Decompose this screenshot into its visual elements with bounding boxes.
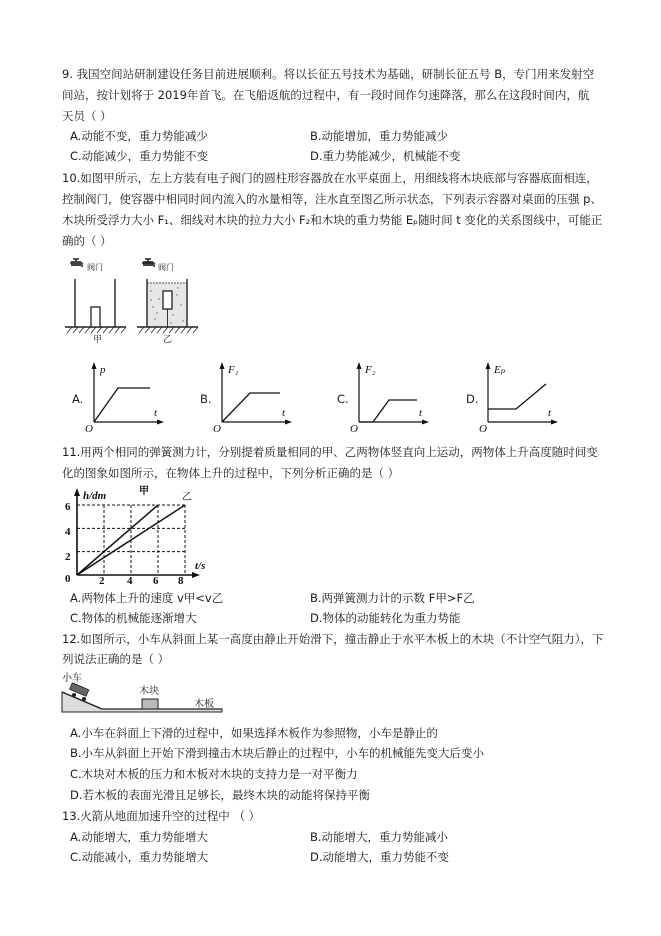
q9-option-a: A.动能不变，重力势能减少 [70, 129, 208, 143]
q11-ylabel: h/dm [83, 490, 107, 502]
q11-option-a: A.两物体上升的速度 v甲<v乙 [70, 591, 224, 605]
q12-car-label: 小车 [62, 673, 82, 684]
q12-option-a: A.小车在斜面上下滑的过程中，如果选择木板作为参照物，小车是静止的 [70, 726, 438, 740]
q13-option-c: C.动能减小，重力势能增大 [70, 850, 209, 864]
q10-d-origin: O [479, 423, 487, 435]
series-line-jia [77, 505, 158, 575]
q9-line2: 间站，按计划将于 2019年首飞。在飞船返航的过程中，有一段时间作匀速降落，那么在这段时间内，航 [62, 88, 590, 102]
q10-d-xlabel: t [548, 407, 552, 419]
q11-xlabel: t/s [195, 560, 206, 572]
q11-ytick-4: 4 [65, 526, 71, 538]
q10-b-ylabel: F₁ [228, 364, 239, 376]
q12-board-label: 木板 [194, 699, 214, 710]
q11-option-b: B.两弹簧测力计的示数 F甲>F乙 [310, 591, 475, 605]
q11-height-time-chart [60, 485, 220, 585]
q12-line1: 12.如图所示，小车从斜面上某一高度由静止开始滑下，撞击静止于水平木板上的木块（不计空气阻力），下 [62, 632, 604, 646]
q13-option-a: A.动能增大，重力势能增大 [70, 830, 208, 844]
q10-graph-a [80, 360, 170, 435]
q11-option-c: C.物体的机械能逐渐增大 [70, 611, 197, 625]
q10-graph-c [345, 360, 435, 435]
wooden-block-icon [142, 699, 158, 709]
q10-graph-d [474, 360, 564, 435]
q12-block-label: 木块 [139, 686, 159, 697]
q11-ytick-2: 2 [65, 551, 71, 563]
q10-graph-b-label: B. [200, 392, 212, 406]
q10-a-ylabel: p [100, 364, 106, 376]
q11-ytick-0: 0 [65, 573, 71, 585]
q10-container-figure [60, 255, 200, 350]
q11-ytick-6: 6 [65, 501, 71, 513]
valve-label-jia: 阀门 [87, 263, 103, 272]
q10-b-xlabel: t [282, 407, 286, 419]
q12-line2: 列说法正确的是（ ） [62, 652, 170, 666]
q10-b-origin: O [213, 423, 221, 435]
q10-line2: 控制阀门，使容器中相同时间内流入的水量相等，注水直至图乙所示状态，下列表示容器对桌面的压强 p、 [62, 192, 602, 206]
q10-line3: 木块所受浮力大小 F₁、细线对木块的拉力大小 F₂和木块的重力势能 Eₚ随时间 t 变化的关系图线中，可能正 [62, 213, 603, 227]
q9-option-b: B.动能增加，重力势能减少 [310, 129, 449, 143]
q10-graph-a-label: A. [72, 392, 84, 406]
q9-option-c: C.动能减少，重力势能不变 [70, 149, 209, 163]
q12-option-b: B.小车从斜面上开始下滑到撞击木块后静止的过程中，小车的机械能先变大后变小 [70, 746, 485, 760]
q10-line4: 确的（ ） [62, 234, 112, 248]
q12-option-c: C.木块对木板的压力和木板对木块的支持力是一对平衡力 [70, 767, 358, 781]
figure-label-yi: 乙 [163, 335, 173, 345]
q11-xtick-6: 6 [153, 575, 159, 587]
q10-graph-c-label: C. [337, 392, 349, 406]
valve-label-yi: 阀门 [158, 263, 174, 272]
q10-c-origin: O [350, 423, 358, 435]
q13-option-d: D.动能增大，重力势能不变 [310, 850, 450, 864]
q11-option-d: D.物体的动能转化为重力势能 [310, 611, 461, 625]
q12-option-d: D.若木板的表面光滑且足够长，最终木块的动能将保持平衡 [70, 788, 371, 802]
q13-option-b: B.动能增大，重力势能减小 [310, 830, 449, 844]
q11-series-label-yi: 乙 [182, 492, 192, 503]
q11-series-label-jia: 甲 [139, 486, 149, 497]
q9-line1: 9. 我国空间站研制建设任务目前进展顺利。将以长征五号技术为基础，研制长征五号 B，专门用来发射空 [62, 67, 595, 81]
q10-a-origin: O [85, 423, 93, 435]
q9-option-d: D.重力势能减少，机械能不变 [310, 149, 461, 163]
q11-line2: 化的图象如图所示，在物体上升的过程中，下列分析正确的是（ ） [62, 466, 400, 480]
q11-xtick-4: 4 [127, 575, 133, 587]
figure-label-jia: 甲 [93, 335, 103, 345]
q11-line1: 11.用两个相同的弹簧测力计，分别提着质量相同的甲、乙两物体竖直向上运动，两物体上升高度随时间变 [62, 445, 598, 459]
q9-line3: 天员（ ） [62, 109, 112, 123]
q11-xtick-8: 8 [178, 575, 184, 587]
q10-c-ylabel: F₂ [365, 364, 376, 376]
q10-graph-d-label: D. [466, 392, 479, 406]
q13-line1: 13.火箭从地面加速升空的过程中 （ ） [62, 809, 261, 823]
q10-line1: 10.如图甲所示，左上方装有电子阀门的圆柱形容器放在水平桌面上，用细线将木块底部与容器底面相连， [62, 171, 598, 185]
q11-xtick-2: 2 [99, 575, 105, 587]
q10-a-xlabel: t [154, 407, 158, 419]
q10-c-xlabel: t [419, 407, 423, 419]
q10-d-ylabel: Eₚ [494, 364, 506, 376]
q10-graph-b [208, 360, 298, 435]
